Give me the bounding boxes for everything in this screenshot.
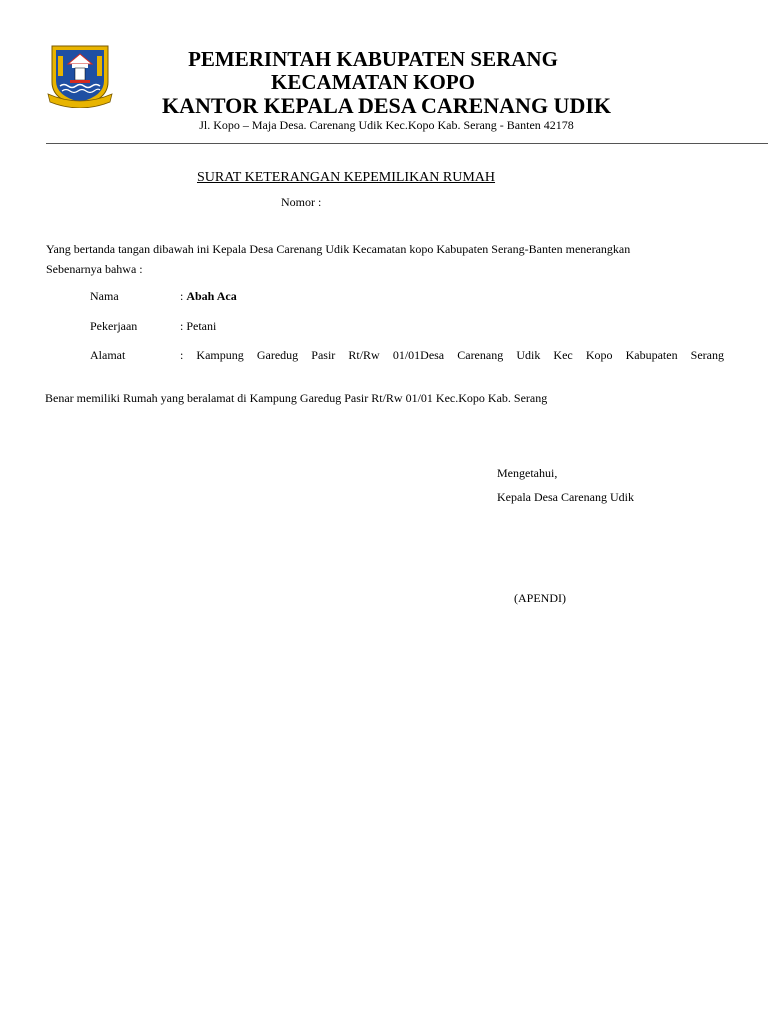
- document-title: SURAT KETERANGAN KEPEMILIKAN RUMAH: [197, 170, 496, 185]
- signatory-name: (APENDI): [514, 591, 566, 605]
- resident-name: Abah Aca: [186, 289, 237, 303]
- signature-acknowledged: Mengetahui,: [497, 466, 558, 480]
- document-number: Nomor :: [281, 195, 322, 209]
- field-value: [180, 289, 237, 304]
- header-district: KECAMATAN KOPO: [271, 70, 475, 94]
- field-label: Pekerjaan: [90, 319, 138, 333]
- intro-paragraph: [46, 239, 724, 279]
- field-value: : Petani: [180, 319, 217, 333]
- signature-position: Kepala Desa Carenang Udik: [497, 490, 634, 504]
- intro-line-1: Yang bertanda tangan dibawah ini Kepala Desa Carenang Udik Kecamatan kopo Kabupaten Serang-Banten menerangkan: [46, 242, 631, 256]
- header-village-office: KANTOR KEPALA DESA CARENANG UDIK: [161, 93, 612, 118]
- header-divider: [46, 143, 768, 144]
- intro-line-2: Sebenarnya bahwa :: [46, 262, 143, 276]
- field-value-text: : Abah Aca: [180, 289, 237, 303]
- header-government: PEMERINTAH KABUPATEN SERANG: [188, 47, 558, 71]
- field-label: Alamat: [90, 348, 126, 362]
- field-value: : Kampung Garedug Pasir Rt/Rw 01/01Desa Carenang Udik Kec Kopo Kabupaten Serang: [180, 348, 724, 362]
- header-address: Jl. Kopo – Maja Desa. Carenang Udik Kec.Kopo Kab. Serang - Banten 42178: [199, 118, 574, 132]
- field-label: Nama: [90, 289, 119, 303]
- ownership-statement: Benar memiliki Rumah yang beralamat di Kampung Garedug Pasir Rt/Rw 01/01 Kec.Kopo Kab. Serang: [45, 391, 548, 405]
